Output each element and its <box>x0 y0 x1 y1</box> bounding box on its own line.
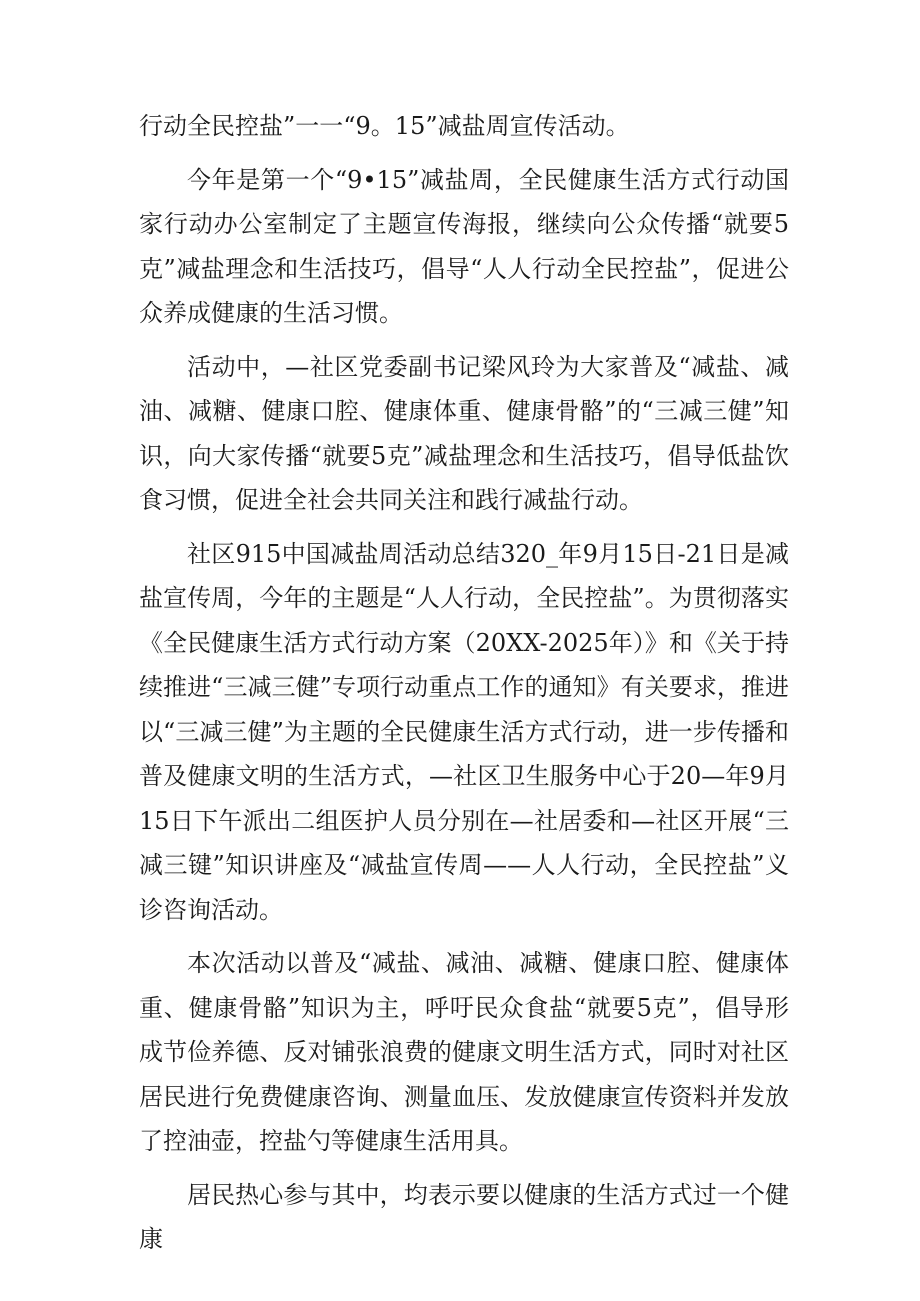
document-body <box>139 104 789 1271</box>
paragraph-3: 活动中，—社区党委副书记梁风玲为大家普及“减盐、减油、减糖、健康口腔、健康体重、健康骨骼”的“三减三健”知识，向大家传播“就要5克”减盐理念和生活技巧，倡导低盐饮食习惯，促进全社会共同关注和践行减盐行动。 <box>139 352 789 514</box>
paragraph-2: 今年是第一个“9•15”减盐周，全民健康生活方式行动国家行动办公室制定了主题宣传海报，继续向公众传播“就要5克”减盐理念和生活技巧，倡导“人人行动全民控盐”，促进公众养成健康的生活习惯。 <box>139 165 789 327</box>
paragraph-1: 行动全民控盐”一一“9。15”减盐周宣传活动。 <box>139 112 630 140</box>
paragraph-5: 本次活动以普及“减盐、减油、减糖、健康口腔、健康体重、健康骨骼”知识为主，呼吁民众食盐“就要5克”，倡导形成节俭养德、反对铺张浪费的健康文明生活方式，同时对社区居民进行免费健康咨询、测量血压、发放健康宣传资料并发放了控油壶，控盐勺等健康生活用具。 <box>139 949 789 1155</box>
paragraph-6: 居民热心参与其中，均表示要以健康的生活方式过一个健康 <box>139 1180 789 1253</box>
paragraph-4: 社区915中国减盐周活动总结320_年9月15日-21日是减盐宣传周，今年的主题是“人人行动，全民控盐”。为贯彻落实《全民健康生活方式行动方案（20XX-2025年）》和《关于持续推进“三减三健”专项行动重点工作的通知》有关要求，推进以“三减三健”为主题的全民健康生活方式行动，进一步传播和普及健康文明的生活方式，—社区卫生服务中心于20—年9月15日下午派出二组医护人员分别在—社居委和—社区开展“三减三键”知识讲座及“减盐宣传周——人人行动，全民控盐”义诊咨询活动。 <box>139 539 789 924</box>
